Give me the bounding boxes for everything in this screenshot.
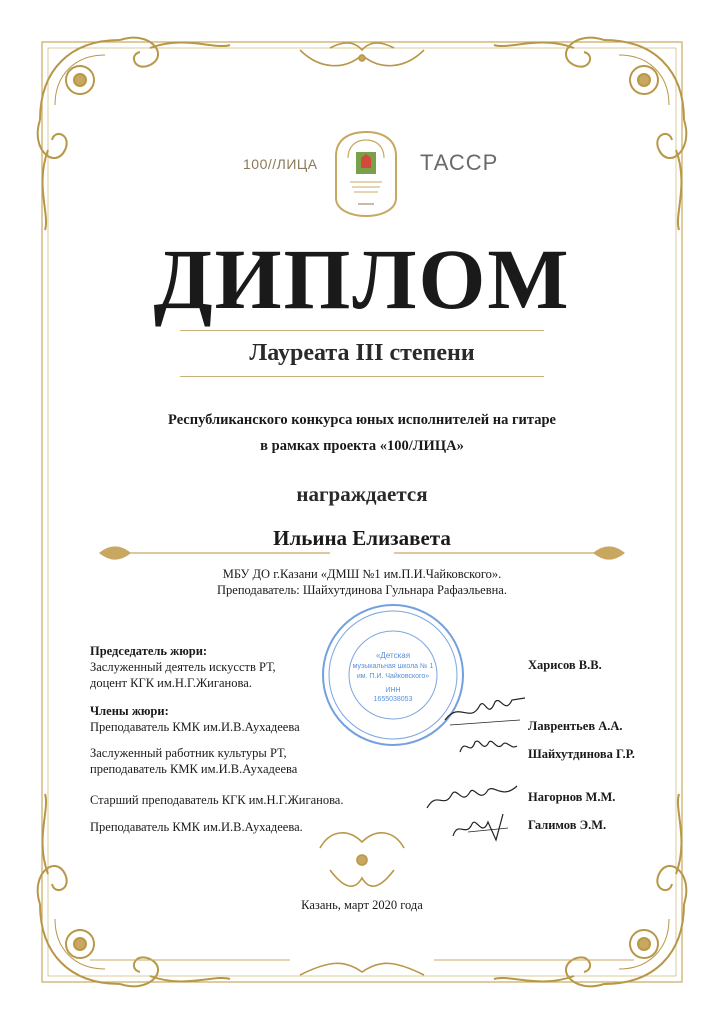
signature-lavrentiev (440, 690, 530, 735)
chair-heading: Председатель жюри: (90, 644, 208, 658)
school-info (0, 566, 724, 598)
signer-member-1: Лаврентьев А.А. (528, 719, 623, 733)
title-underline (180, 330, 544, 331)
school-line-1: МБУ ДО г.Казани «ДМШ №1 им.П.И.Чайковского». (222, 567, 502, 581)
member-1: Преподаватель КМК им.И.В.Аухадеева (90, 720, 300, 734)
signature-galimov (448, 808, 518, 848)
stamp-inn-value: 1655038053 (373, 696, 413, 703)
signer-member-4: Галимов Э.М. (528, 818, 607, 832)
stamp-text-1: «Детская (375, 651, 411, 660)
place-date: Казань, март 2020 года (301, 898, 423, 912)
school-line-2: Преподаватель: Шайхутдинова Гульнара Рафаэльевна. (217, 583, 507, 597)
awarded-label: награждается (296, 482, 428, 506)
diploma-title: ДИПЛОМ (153, 231, 571, 327)
contest-line-1: Республиканского конкурса юных исполнителей на гитаре (168, 412, 556, 428)
stamp-inn-label: ИНН (385, 687, 401, 694)
signer-member-3: Нагорнов М.М. (528, 790, 616, 804)
signer-chair: Харисов В.В. (528, 658, 602, 672)
recipient-name: Ильина Елизавета (273, 526, 451, 550)
emblem-logo (326, 128, 406, 220)
degree-underline (180, 376, 544, 377)
member-3: Старший преподаватель КГК им.Н.Г.Жиганова. (90, 793, 344, 807)
member-2-line-2: преподаватель КМК им.И.В.Аухадеева (90, 762, 298, 776)
member-4: Преподаватель КМК им.И.В.Аухадеева. (90, 820, 303, 834)
jury-member-2 (90, 745, 390, 777)
logo-tassr: ТАССР (420, 150, 499, 175)
signer-member-2: Шайхутдинова Г.Р. (528, 747, 635, 761)
chair-line-1: Заслуженный деятель искусств РТ, (90, 660, 276, 674)
stamp-text-2: музыкальная школа № 1 (352, 663, 434, 670)
jury-chair (90, 643, 390, 691)
contest-description (0, 407, 724, 459)
stamp-text-3: им. П.И. Чайковского» (356, 673, 430, 680)
degree-text: Лауреата III степени (249, 340, 475, 366)
contest-line-2: в рамках проекта «100/ЛИЦА» (260, 438, 464, 454)
signature-shaikhutdinova (455, 732, 525, 764)
members-heading: Члены жюри: (90, 704, 169, 718)
logo-100-lica: 100//ЛИЦА (243, 156, 318, 172)
member-2-line-1: Заслуженный работник культуры РТ, (90, 746, 287, 760)
chair-line-2: доцент КГК им.Н.Г.Жиганова. (90, 676, 252, 690)
jury-members (90, 703, 390, 735)
logos-row (0, 128, 724, 218)
top-center-ornament (300, 43, 424, 66)
